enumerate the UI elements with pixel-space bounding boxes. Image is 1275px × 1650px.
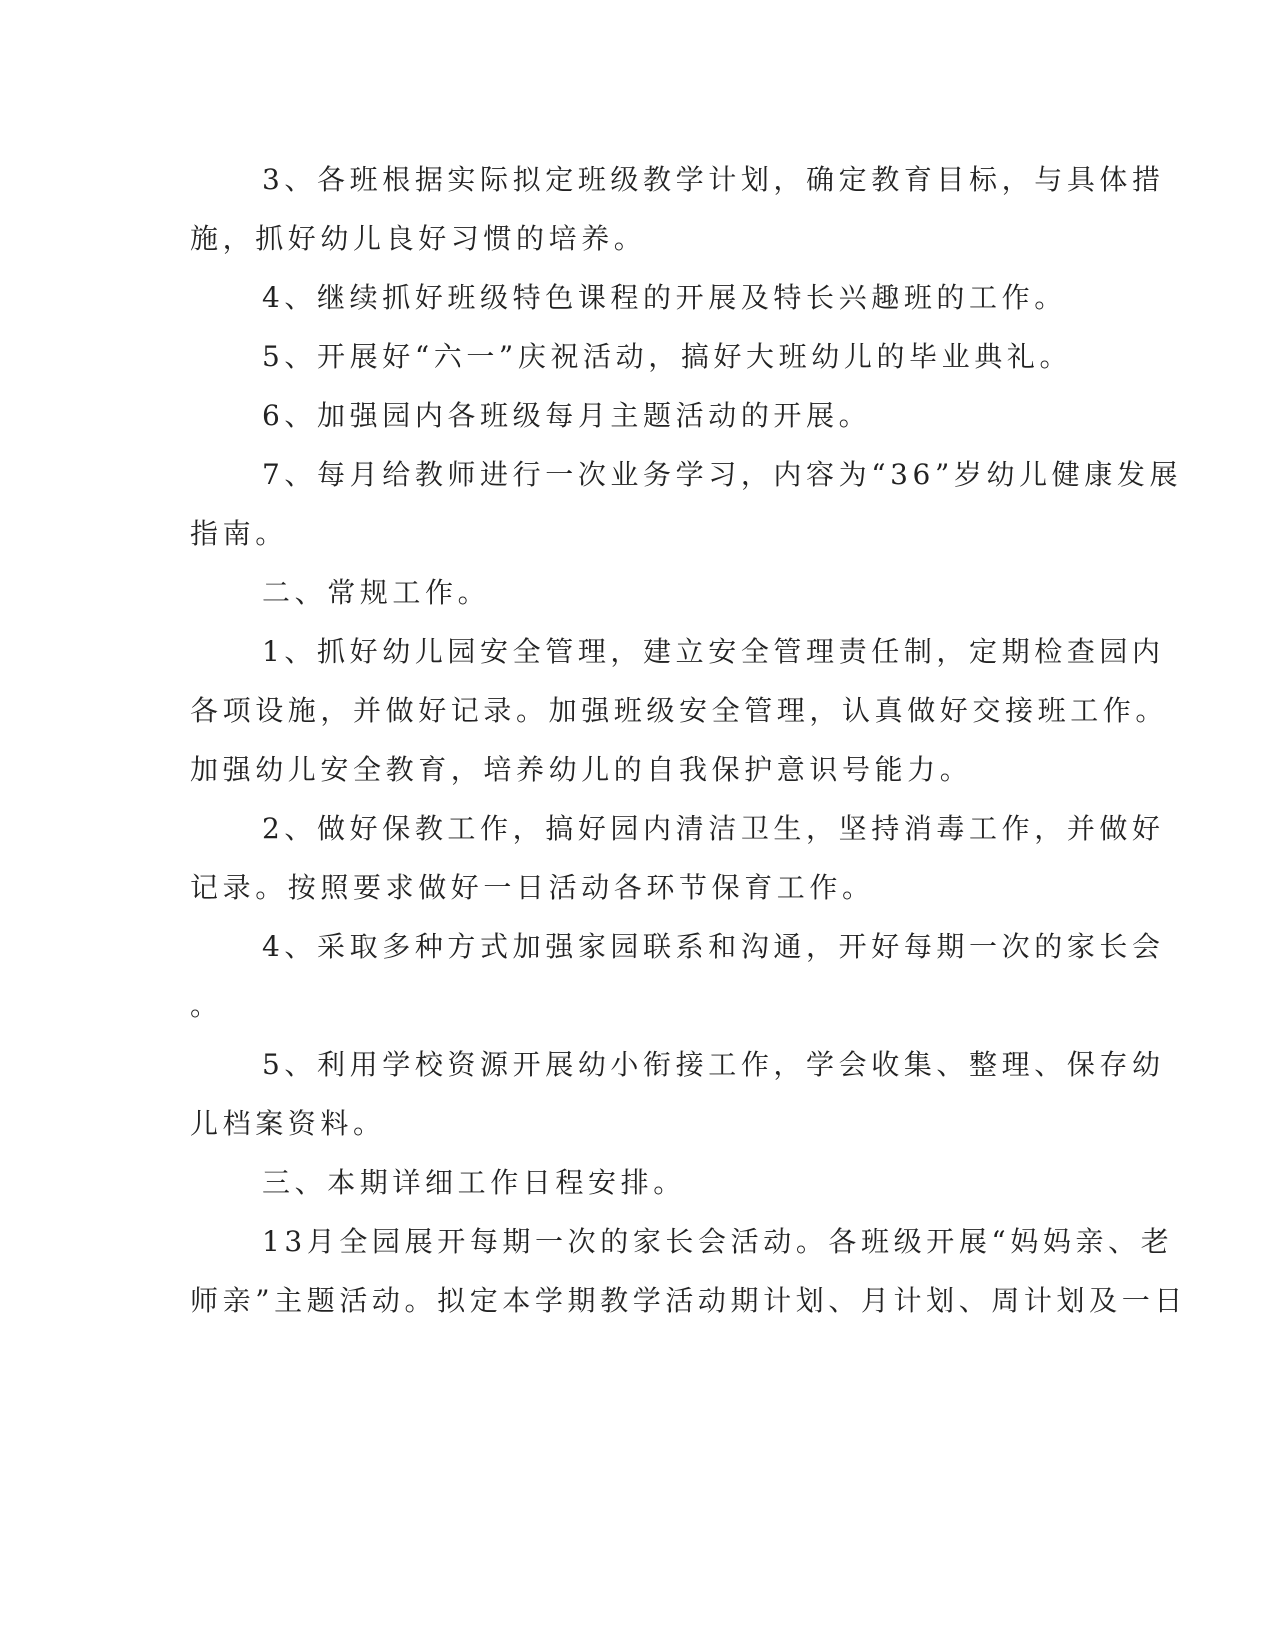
text-line: 1、抓好幼儿园安全管理，建立安全管理责任制，定期检查园内 [262, 635, 1165, 668]
text-line: 7、每月给教师进行一次业务学习，内容为“36”岁幼儿健康发展 [262, 458, 1183, 491]
text-line: 5、开展好“六一”庆祝活动，搞好大班幼儿的毕业典礼。 [262, 340, 1073, 373]
text-line: 记录。按照要求做好一日活动各环节保育工作。 [190, 871, 875, 904]
text-line: 指南。 [190, 517, 288, 550]
text-line: 加强幼儿安全教育，培养幼儿的自我保护意识号能力。 [190, 753, 973, 786]
text-line: 。 [190, 989, 223, 1022]
text-line: 6、加强园内各班级每月主题活动的开展。 [262, 399, 872, 432]
section-heading: 三、本期详细工作日程安排。 [262, 1166, 686, 1199]
text-line: 2、做好保教工作，搞好园内清洁卫生，坚持消毒工作，并做好 [262, 812, 1165, 845]
text-line: 13月全园展开每期一次的家长会活动。各班级开展“妈妈亲、老 [262, 1225, 1174, 1258]
text-line: 施，抓好幼儿良好习惯的培养。 [190, 222, 647, 255]
text-line: 儿档案资料。 [190, 1107, 386, 1140]
text-line: 4、采取多种方式加强家园联系和沟通，开好每期一次的家长会 [262, 930, 1165, 963]
text-line: 5、利用学校资源开展幼小衔接工作，学会收集、整理、保存幼 [262, 1048, 1165, 1081]
text-line: 3、各班根据实际拟定班级教学计划，确定教育目标，与具体措 [262, 163, 1165, 196]
text-line: 4、继续抓好班级特色课程的开展及特长兴趣班的工作。 [262, 281, 1067, 314]
section-heading: 二、常规工作。 [262, 576, 491, 609]
text-line: 各项设施，并做好记录。加强班级安全管理，认真做好交接班工作。 [190, 694, 1169, 727]
text-line: 师亲”主题活动。拟定本学期教学活动期计划、月计划、周计划及一日 [190, 1284, 1187, 1317]
